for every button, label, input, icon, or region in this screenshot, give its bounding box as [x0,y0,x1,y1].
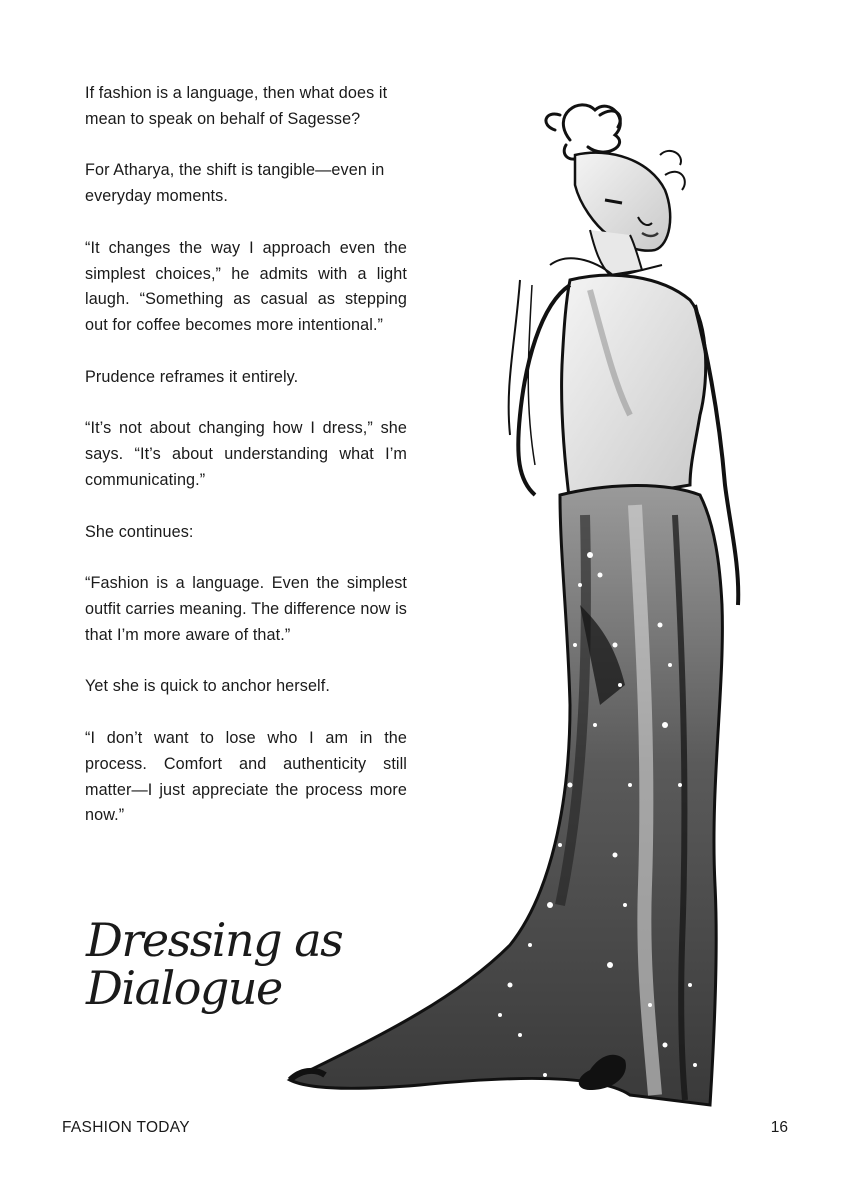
gown [290,486,722,1105]
paragraph-7: “Fashion is a language. Even the simplest outfit carries meaning. The difference now is that I’m more aware of that.” [85,574,407,644]
paragraph-4: Prudence reframes it entirely. [85,367,299,386]
title-line-1: Dressing as [86,913,343,967]
bare-back [562,275,706,505]
paragraph-3: “It changes the way I approach even the simplest choices,” he admits with a light laugh. “Something as casual as stepping out for coffee becomes more intentional.” [85,238,407,335]
page-number: 16 [770,1119,788,1136]
paragraph-1: If fashion is a language, then what does it mean to speak on behalf of Sagesse? [85,84,388,128]
paragraph-8: Yet she is quick to anchor herself. [85,677,330,696]
publication-name: FASHION TODAY [62,1119,190,1136]
paragraph-5: “It’s not about changing how I dress,” she says. “It’s about understanding what I’m communicating.” [85,419,407,489]
paragraph-6: She continues: [85,522,194,541]
hair-bun [546,105,620,159]
title-line-2: Dialogue [86,961,282,1015]
paragraph-2: For Atharya, the shift is tangible—even in everyday moments. [85,161,385,206]
paragraph-9: “I don’t want to lose who I am in the process. Comfort and authenticity still matter—I just appreciate the process more now.” [85,728,407,825]
fashion-illustration [270,85,750,1115]
